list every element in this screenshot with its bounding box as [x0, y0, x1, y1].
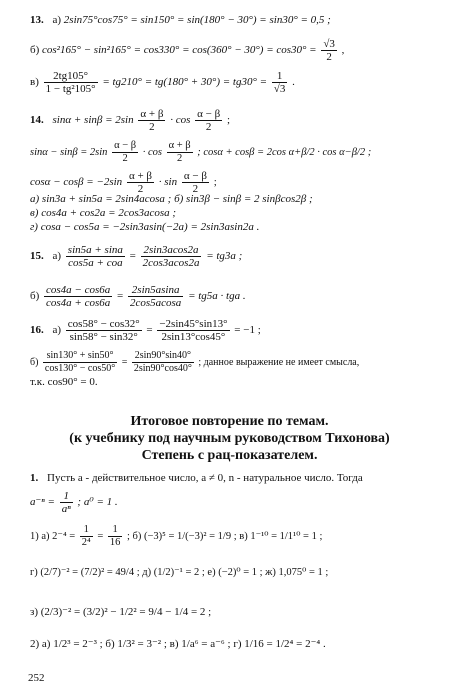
problem-14-g: г) cosa − cos5a = −2sin3asin(−2a) = 2sin3asin2a .: [30, 221, 260, 233]
section1-item-1-z: з) (2/3)⁻² = (3/2)² − 1/2² = 9/4 − 1/4 = 2 ;: [30, 606, 212, 618]
fraction: $\frac{1}{16}$: [109, 524, 121, 548]
fraction: $\frac{\alpha + \beta}{2}$: [140, 108, 164, 133]
fraction: $\frac{\cos 4a - \cos 6a}{\cos 4a + \cos 6a}$: [46, 284, 111, 309]
fraction: $\frac{\sin 130^\circ + \sin 50^\circ}{\cos 130^\circ - \cos 50^\circ}$: [44, 350, 116, 374]
problem-16-b: б) $\frac{\sin 130^\circ + \sin 50^\circ}{\cos 130^\circ - \cos 50^\circ}$ = $\frac{2\sin 90^\circ\sin 40^\circ}{2\sin 90^\circ\cos 40^\circ}$ ; данное выражение не имеет смысла,: [30, 350, 360, 374]
section1-item-2: 2) а) 1/2³ = 2⁻³ ; б) 1/3² = 3⁻² ; в) 1/a⁶ = a⁻⁶ ; г) 1/16 = 1/2⁴ = 2⁻⁴ .: [30, 638, 326, 650]
fraction: $\frac{1}{\text{aⁿ}}$: [61, 490, 71, 515]
section-heading-2: (к учебнику под научным руководством Тихонова): [69, 431, 390, 446]
section1-definition: a⁻ⁿ = $\frac{1}{\text{aⁿ}}$ ; a⁰ = 1 .: [30, 490, 118, 515]
section1-item-1-cont: г) (2/7)⁻² = (7/2)² = 49/4 ; д) (1/2)⁻¹ = 2 ; е) (−2)⁰ = 1 ; ж) 1,075⁰ = 1 ;: [30, 567, 329, 578]
problem-14-a-b: а) sin3a + sin5a = 2sin4acosa ; б) sin3β − sinβ = 2 sinβcos2β ;: [30, 193, 313, 205]
section-heading-1: Итоговое повторение по темам.: [130, 414, 329, 429]
problem-14-sum-sin: 14. sinα + sinβ = 2sin $\frac{\alpha + \beta}{2}$ · cos $\frac{\alpha - \beta}{2}$ ;: [30, 108, 230, 133]
section1-item-1: 1) а) 2⁻⁴ = $\frac{1}{\text{2⁴}}$ = $\frac{1}{16}$ ; б) (−3)⁵ = 1/(−3)² = 1/9 ; в) 1⁻¹⁰ = 1/1¹⁰ = 1 ;: [30, 524, 323, 548]
page-number: 252: [28, 672, 45, 684]
fraction: $\frac{-2\sin 45^\circ\sin 13^\circ}{2\sin 13^\circ\cos 45^\circ}$: [159, 318, 228, 343]
fraction: $\frac{\alpha - \beta}{2}$: [114, 140, 137, 164]
problem-15-b: б) $\frac{\cos 4a - \cos 6a}{\cos 4a + \cos 6a}$ = $\frac{2\sin 5asina}{2\cos 5acosa}$ = tg5a · tga .: [30, 284, 246, 309]
fraction: $\frac{\alpha - \beta}{2}$: [197, 108, 221, 133]
fraction: $\frac{\sin 5a + \sin a}{\text{cos5a + coa}}$: [67, 244, 123, 269]
fraction: $\frac{\cos 58^\circ - \cos 32^\circ}{\sin 58^\circ - \sin 32^\circ}$: [67, 318, 140, 343]
problem-14-v: в) cos4a + cos2a = 2cos3acosa ;: [30, 207, 177, 219]
fraction: $\frac{√3}{2}$: [323, 38, 335, 63]
problem-16-note: т.к. cos90° = 0.: [30, 376, 98, 388]
fraction: $\frac{1}{√3}$: [273, 70, 286, 95]
fraction: $\frac{\alpha + \beta}{2}$: [168, 140, 191, 164]
problem-13-v: в) $\frac{2tg105^\circ}{\text{1 − tg²105°}}$ = tg210° = tg(180° + 30°) = tg30° = $\frac{1}{√3}$ .: [30, 70, 295, 95]
fraction: $\frac{2tg105^\circ}{\text{1 − tg²105°}}$: [45, 70, 96, 95]
problem-14-diff-sin: sinα − sinβ = 2sin $\frac{\alpha - \beta}{2}$ · cos $\frac{\alpha + \beta}{2}$ ; cosα + cosβ = 2cos α+β/2 · cos α−β/2 ;: [30, 140, 372, 164]
problem-13-a: 13. а) 2sin75°cos75° = sin150° = sin(180° − 30°) = sin30° = 0,5 ;: [30, 14, 331, 26]
section-heading-3: Степень с рац-показателем.: [141, 448, 318, 463]
problem-15-a: 15. а) $\frac{\sin 5a + \sin a}{\text{cos5a + coa}}$ = $\frac{2\sin 3acos2a}{2\cos 3acos2a}$ = tg3a ;: [30, 244, 243, 269]
problem-14-diff-cos: cosα − cosβ = −2sin $\frac{\alpha + \beta}{2}$ · sin $\frac{\alpha - \beta}{2}$ ;: [30, 170, 217, 195]
fraction: $\frac{1}{\text{2⁴}}$: [81, 524, 91, 548]
fraction: $\frac{2\sin 90^\circ\sin 40^\circ}{2\sin 90^\circ\cos 40^\circ}$: [133, 350, 192, 374]
section1-intro: 1. Пусть a - действительное число, a ≠ 0, n - натуральное число. Тогда: [30, 472, 363, 484]
problem-13-b: б) cos²165° − sin²165° = cos330° = cos(360° − 30°) = cos30° = $\frac{√3}{2}$ ,: [30, 38, 345, 63]
fraction: $\frac{\alpha - \beta}{2}$: [183, 170, 207, 195]
fraction: $\frac{2\sin 3acos2a}{2\cos 3acos2a}$: [142, 244, 200, 269]
fraction: $\frac{\alpha + \beta}{2}$: [128, 170, 153, 195]
fraction: $\frac{2\sin 5asina}{2\cos 5acosa}$: [129, 284, 182, 309]
problem-16-a: 16. а) $\frac{\cos 58^\circ - \cos 32^\circ}{\sin 58^\circ - \sin 32^\circ}$ = $\frac{-2\sin 45^\circ\sin 13^\circ}{2\sin 13^\circ\cos 45^\circ}$ = −1 ;: [30, 318, 261, 343]
